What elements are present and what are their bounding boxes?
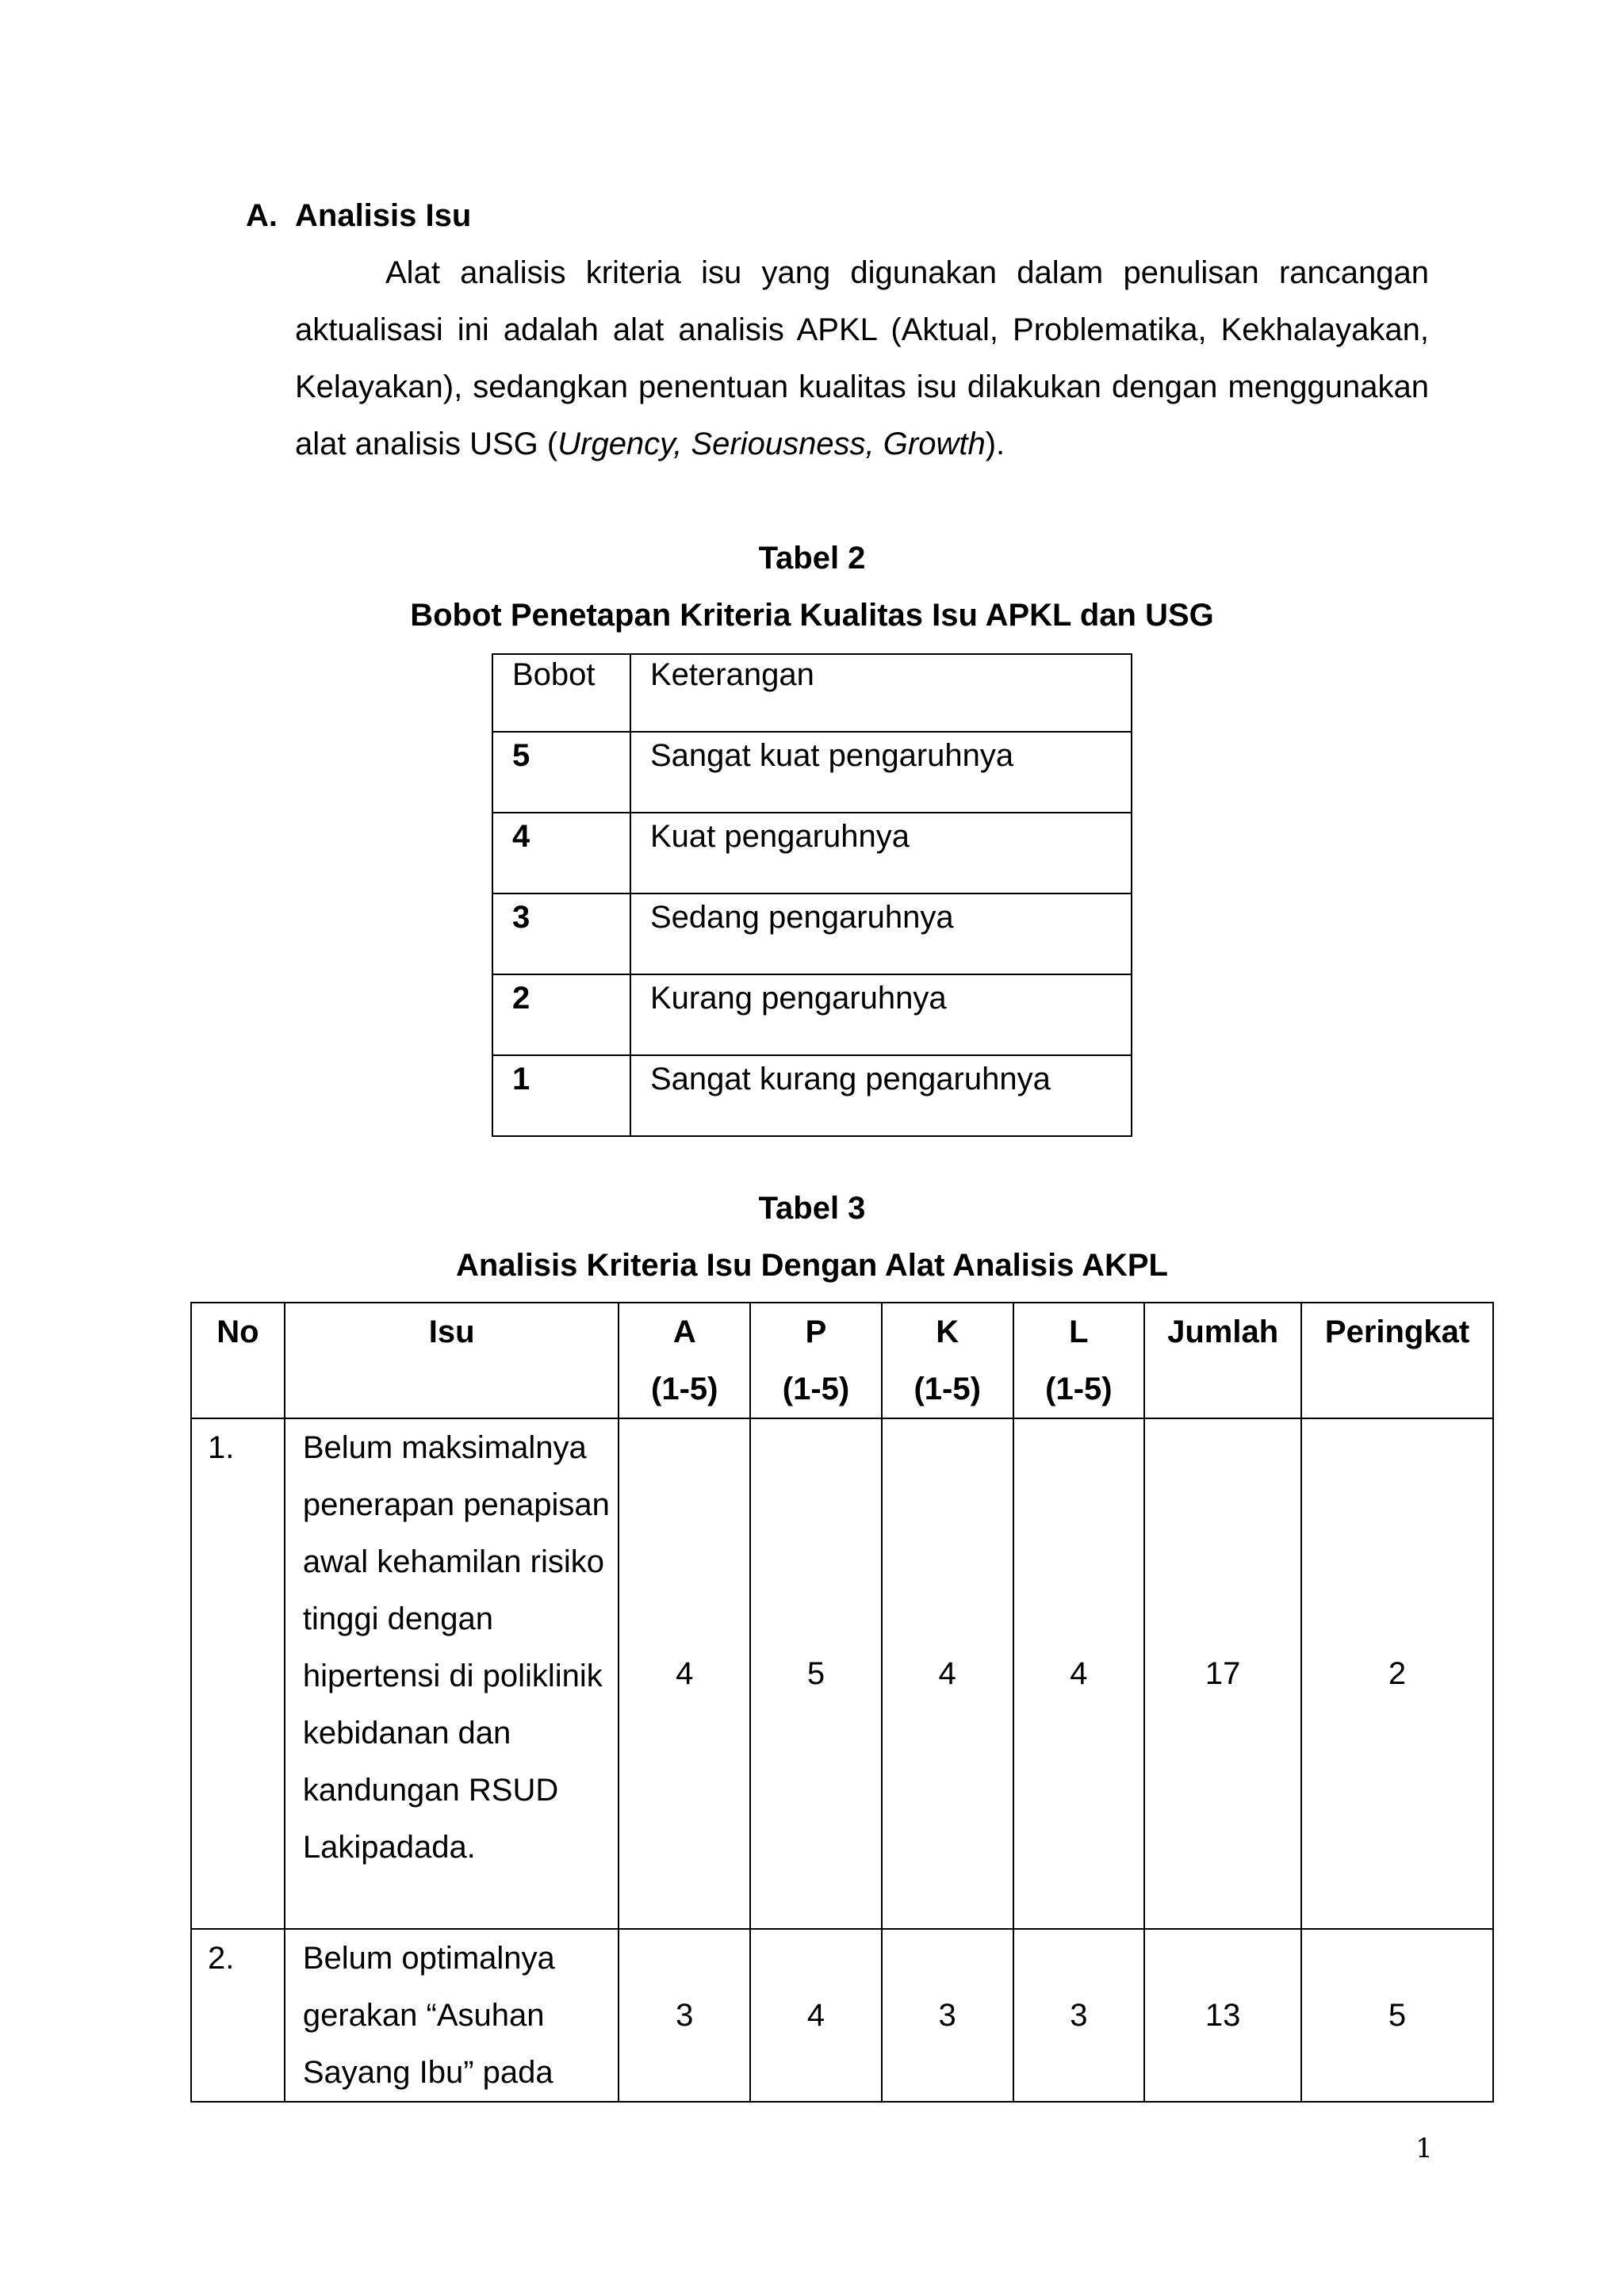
table3-caption-title: Analisis Kriteria Isu Dengan Alat Analisis AKPL: [455, 1248, 1168, 1283]
table-row: [492, 974, 1132, 1055]
header-no: No: [191, 1303, 285, 1418]
table-row: [191, 1418, 1493, 1929]
table-row: [492, 1055, 1132, 1136]
table-row: [492, 813, 1132, 894]
table-row: [191, 1929, 1493, 2102]
header-a-label: A: [672, 1314, 696, 1349]
table-row: [492, 894, 1132, 974]
bobot-cell: 4: [492, 813, 630, 894]
no-cell: 2.: [191, 1929, 285, 2102]
header-a-range: (1-5): [651, 1372, 718, 1406]
k-cell: 3: [882, 1929, 1013, 2102]
table-header-row: [191, 1303, 1493, 1418]
header-l-range: (1-5): [1045, 1372, 1113, 1406]
header-p-label: P: [805, 1314, 827, 1349]
header-isu: Isu: [285, 1303, 619, 1418]
jumlah-cell: 13: [1144, 1929, 1301, 2102]
table2-bobot: [492, 653, 1132, 1137]
table2-caption-title: Bobot Penetapan Kriteria Kualitas Isu APKL dan USG: [410, 598, 1214, 633]
a-cell: 4: [619, 1418, 750, 1929]
bobot-cell: 3: [492, 894, 630, 974]
paragraph-text: Alat analisis kriteria isu yang digunakan dalam penulisan rancangan aktualisasi ini adalah alat analisis APKL (Aktual, Problematika, Kekhalayakan, Kelayakan), sedangkan penentuan kualitas isu dilakukan dengan menggunakan alat analisis USG (: [295, 255, 1429, 461]
table3-analisis: [190, 1302, 1494, 2103]
peringkat-cell: 5: [1301, 1929, 1493, 2102]
section-heading: [246, 193, 471, 238]
table-header-row: [492, 654, 1132, 732]
header-k-range: (1-5): [914, 1372, 981, 1406]
header-bobot: Bobot: [492, 654, 630, 732]
bobot-cell: 2: [492, 974, 630, 1055]
header-l: [1013, 1303, 1145, 1418]
header-peringkat: Peringkat: [1301, 1303, 1493, 1418]
keterangan-cell: Sedang pengaruhnya: [630, 894, 1132, 974]
intro-paragraph: [295, 244, 1429, 473]
l-cell: 4: [1013, 1418, 1145, 1929]
keterangan-cell: Kurang pengaruhnya: [630, 974, 1132, 1055]
header-keterangan: Keterangan: [630, 654, 1132, 732]
header-k-label: K: [936, 1314, 959, 1349]
peringkat-cell: 2: [1301, 1418, 1493, 1929]
header-a: [619, 1303, 750, 1418]
section-title: Analisis Isu: [295, 198, 472, 233]
p-cell: 4: [750, 1929, 882, 2102]
paragraph-italic: Urgency, Seriousness, Growth: [557, 427, 986, 461]
page-number: 1: [1415, 2133, 1433, 2164]
header-p-range: (1-5): [782, 1372, 850, 1406]
header-jumlah: Jumlah: [1144, 1303, 1301, 1418]
bobot-cell: 5: [492, 732, 630, 813]
keterangan-cell: Sangat kurang pengaruhnya: [630, 1055, 1132, 1136]
a-cell: 3: [619, 1929, 750, 2102]
table-row: [492, 732, 1132, 813]
table3-caption-number: Tabel 3: [758, 1191, 866, 1226]
isu-cell: Belum maksimalnya penerapan penapisan awal kehamilan risiko tinggi dengan hipertensi di poliklinik kebidanan dan kandungan RSUD Lakipadada.: [285, 1418, 619, 1929]
header-k: [882, 1303, 1013, 1418]
p-cell: 5: [750, 1418, 882, 1929]
section-letter: A.: [246, 198, 278, 233]
k-cell: 4: [882, 1418, 1013, 1929]
table2-caption-number: Tabel 2: [758, 541, 866, 576]
bobot-cell: 1: [492, 1055, 630, 1136]
header-l-label: L: [1069, 1314, 1089, 1349]
jumlah-cell: 17: [1144, 1418, 1301, 1929]
header-p: [750, 1303, 882, 1418]
keterangan-cell: Sangat kuat pengaruhnya: [630, 732, 1132, 813]
keterangan-cell: Kuat pengaruhnya: [630, 813, 1132, 894]
isu-cell: Belum optimalnya gerakan “Asuhan Sayang Ibu” pada: [285, 1929, 619, 2102]
l-cell: 3: [1013, 1929, 1145, 2102]
no-cell: 1.: [191, 1418, 285, 1929]
paragraph-text-end: ).: [985, 427, 1005, 461]
